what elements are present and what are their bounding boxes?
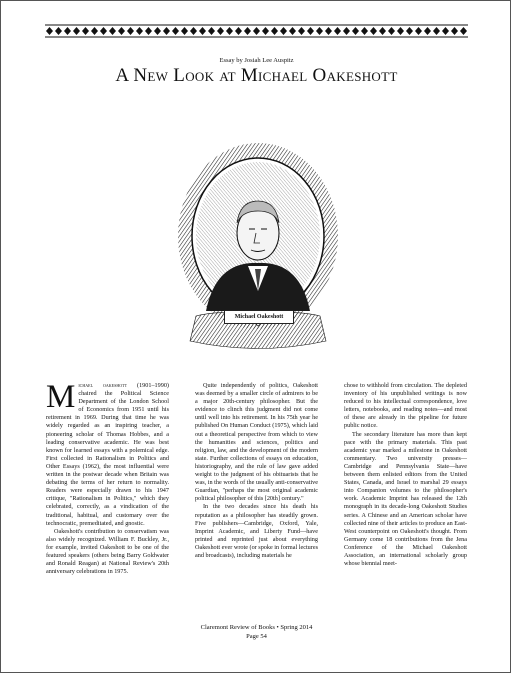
article-byline: Essay by Josiah Lee Auspitz	[219, 57, 294, 64]
paragraph-text: chaired the Political Science Department of the London School of Economics from 1951 until his retirement in 1969. During that time he was widely regarded as an inspiring teacher, a pioneering scholar of Thomas Hobbes, and a leading conservative academic. He was best known for learned essays with a polemical edge. First collected in Rationalism in Politics and Other Essays (1962), the most influential were written in the postwar decade when Britain was debating the terms of her return to normality. Readers were especially drawn to his 1947 critique, "Rationalism in Politics," which they celebrated, correctly, as a vindication of the traditional, habitual, and customary over the technocratic, premeditated, and gnostic.	[46, 390, 169, 527]
portrait-illustration	[176, 141, 340, 373]
paragraph	[46, 382, 169, 528]
page-footer	[1, 623, 511, 641]
paragraph: Quite independently of politics, Oakeshott was deemed by a smaller circle of admirers to be a major 20th-century philosopher. But the evidence to clinch this judgment did not come until well into his retirement. In his 75th year he published On Human Conduct (1975), which laid out a theoretical perspective from which to view the humanities and sciences, politics and religion, law, and the development of the modern state. Further collections of essays on education, historiography, and the rule of law gave added weight to the judgment of his obituarists that he was, in the words of the usually anti-conservative Guardian, "perhaps the most original academic political philosopher of this [20th] century."	[195, 382, 318, 503]
publication-name: Claremont Review of Books • Spring 2014	[200, 624, 313, 631]
illustration-caption: Michael Oakeshott	[224, 310, 294, 324]
text-column-1	[46, 382, 169, 614]
paragraph: Oakeshott's contribution to conservatism was also widely recognized. William F. Buckley, Jr., for example, invited Oakeshott to be one of the featured speakers (others being Barry Goldwater and Ronald Reagan) at National Review's 20th anniversary celebrations in 1975.	[46, 527, 169, 576]
page-number: Page 54	[246, 633, 267, 640]
ornamental-border-icon	[45, 24, 468, 38]
paragraph: The secondary literature has more than kept pace with the primary materials. This past academic year marked a milestone in Oakeshott commentary. Two university presses—Cambridge and Pennsylvania State—have between them enlisted editors from the United States, Canada, and Israel to marshal 29 essays into Companion volumes to the philosopher's work. Academic Imprint has released the 12th monograph in its decade-long Oakeshott Studies series. A Chinese and an American scholar have collected nine of their articles to produce an East-West counterpoint on Oakeshott's thought. From Germany come 18 contributions from the Jena Conference of the Michael Oakeshott Association, an international scholarly group whose biennial meet-	[344, 430, 467, 568]
article-title: A New Look at Michael Oakeshott	[115, 65, 398, 86]
text-column-2	[195, 382, 318, 614]
paragraph: chose to withhold from circulation. The depleted inventory of his unpublished writings is now reduced to his intellectual correspondence, love letters, notebooks, and reading notes—and most of these are already in the pipeline for future public notice.	[344, 382, 467, 430]
text-column-3	[344, 382, 467, 614]
paragraph: In the two decades since his death his reputation as a philosopher has steadily grown. Five publishers—Cambridge, Oxford, Yale, Imprint Academic, and Liberty Fund—have printed and reprinted just about everything Oakeshott ever wrote (or spoke in formal lectures and broadcasts), including materials he	[195, 503, 318, 559]
lead-in: ichael oakeshott (1901–1990)	[78, 382, 169, 389]
drop-cap: M	[46, 382, 76, 415]
